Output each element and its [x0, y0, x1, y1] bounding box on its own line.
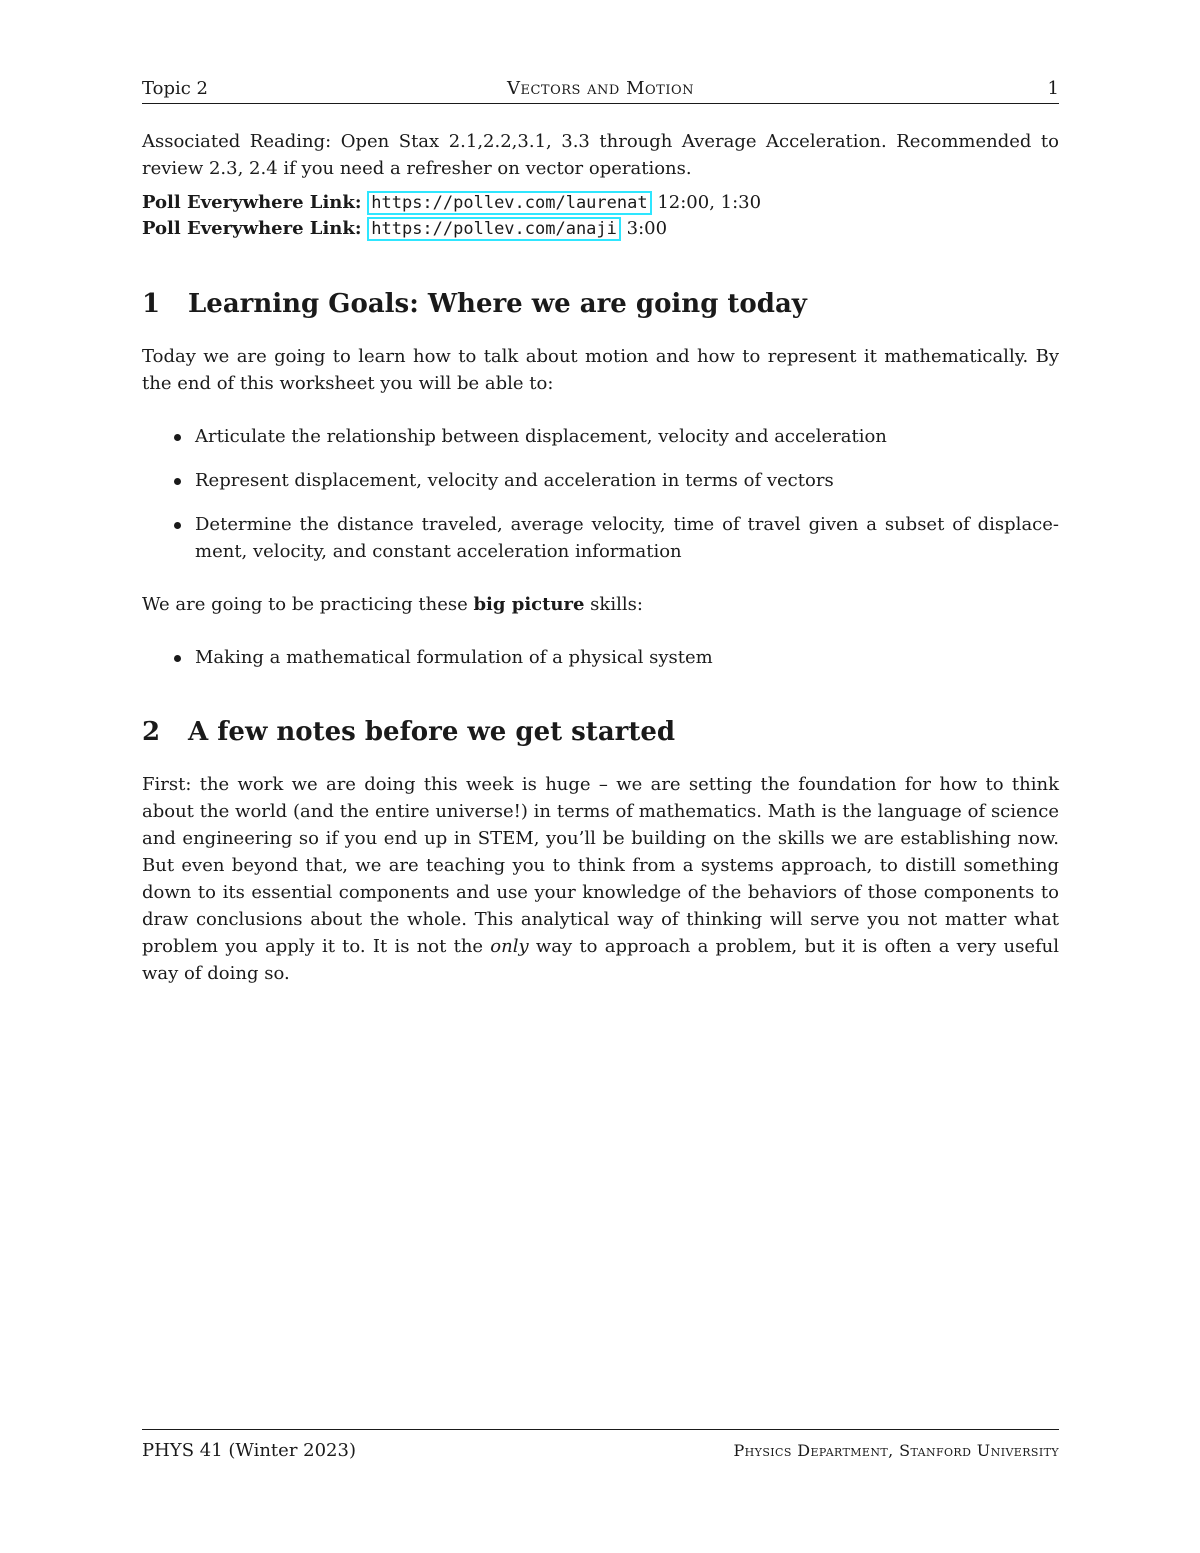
poll-link-times: 12:00, 1:30: [657, 192, 762, 213]
list-item: [142, 644, 1059, 671]
list-item-text: Articulate the relationship between displacement, velocity and acceleration: [195, 426, 887, 447]
list-item-text: Represent displacement, velocity and acceleration in terms of vectors: [195, 470, 834, 491]
topic-label: Topic 2: [142, 78, 208, 99]
section-heading-notes: [142, 715, 1059, 749]
bullet-icon: [174, 434, 181, 441]
list-item-text: Determine the distance traveled, average velocity, time of travel given a subset of displace-ment, velocity, and constant acceleration information: [195, 514, 1059, 562]
bullet-icon: [174, 655, 181, 662]
document-title: Vectors and Motion: [506, 78, 694, 99]
document-page: [142, 0, 1059, 1553]
page-footer: [142, 1437, 1059, 1465]
learning-goals-intro: Today we are going to learn how to talk about motion and how to represent it mathematically. By the end of this worksheet you will be able to:: [142, 346, 1059, 394]
bullet-icon: [174, 478, 181, 485]
section-heading-learning-goals: [142, 287, 1059, 321]
notes-emphasis: only: [490, 936, 529, 957]
skills-intro-text-end: skills:: [584, 594, 643, 615]
poll-link-label: Poll Everywhere Link:: [142, 218, 362, 239]
bullet-icon: [174, 522, 181, 529]
list-item-text: Making a mathematical formulation of a physical system: [195, 647, 713, 668]
header-divider: [142, 103, 1059, 104]
skills-intro: [142, 591, 1059, 618]
associated-reading: Associated Reading: Open Stax 2.1,2.2,3.1, 3.3 through Average Acceleration. Recommended to review 2.3, 2.4 if you need a refresher on vector operations.: [142, 131, 1059, 179]
section-number: 1: [142, 289, 161, 319]
notes-text-end: way to approach a problem, but it is often a very useful way of doing so.: [142, 936, 1059, 984]
page-number: 1: [1047, 78, 1059, 99]
section-title: Learning Goals: Where we are going today: [188, 289, 807, 319]
skills-intro-emphasis: big picture: [473, 594, 585, 615]
learning-goals-list: [142, 423, 1059, 565]
list-item: [142, 423, 1059, 450]
poll-link-url[interactable]: https://pollev.com/laurenat: [367, 191, 651, 215]
department-label: Physics Department, Stanford University: [733, 1441, 1059, 1460]
poll-link-times: 3:00: [626, 218, 668, 239]
section-title: A few notes before we get started: [188, 717, 676, 747]
section-number: 2: [142, 717, 161, 747]
skills-intro-text: We are going to be practicing these: [142, 594, 474, 615]
footer-divider: [142, 1429, 1059, 1430]
list-item: [142, 511, 1059, 565]
notes-text: First: the work we are doing this week is huge – we are setting the foundation for how to think about the world (and the entire universe!) in terms of mathematics. Math is the language of science and engineering so if you end up in STEM, you’ll be building on the skills we are establishing now. But even beyond that, we are teaching you to think from a systems approach, to distill something down to its essential components and use your knowledge of the behaviors of those components to draw conclusions about the whole. This analytical way of thinking will serve you not matter what problem you apply it to. It is not the: [142, 774, 1059, 957]
list-item: [142, 467, 1059, 494]
page-header: [142, 76, 1059, 102]
notes-paragraph: [142, 771, 1059, 987]
page-content: [142, 128, 1059, 987]
course-label: PHYS 41 (Winter 2023): [142, 1440, 356, 1461]
skills-list: [142, 644, 1059, 671]
poll-link-label: Poll Everywhere Link:: [142, 192, 362, 213]
poll-link-line: [142, 216, 1059, 242]
poll-link-url[interactable]: https://pollev.com/anaji: [367, 217, 621, 241]
poll-link-line: [142, 190, 1059, 216]
